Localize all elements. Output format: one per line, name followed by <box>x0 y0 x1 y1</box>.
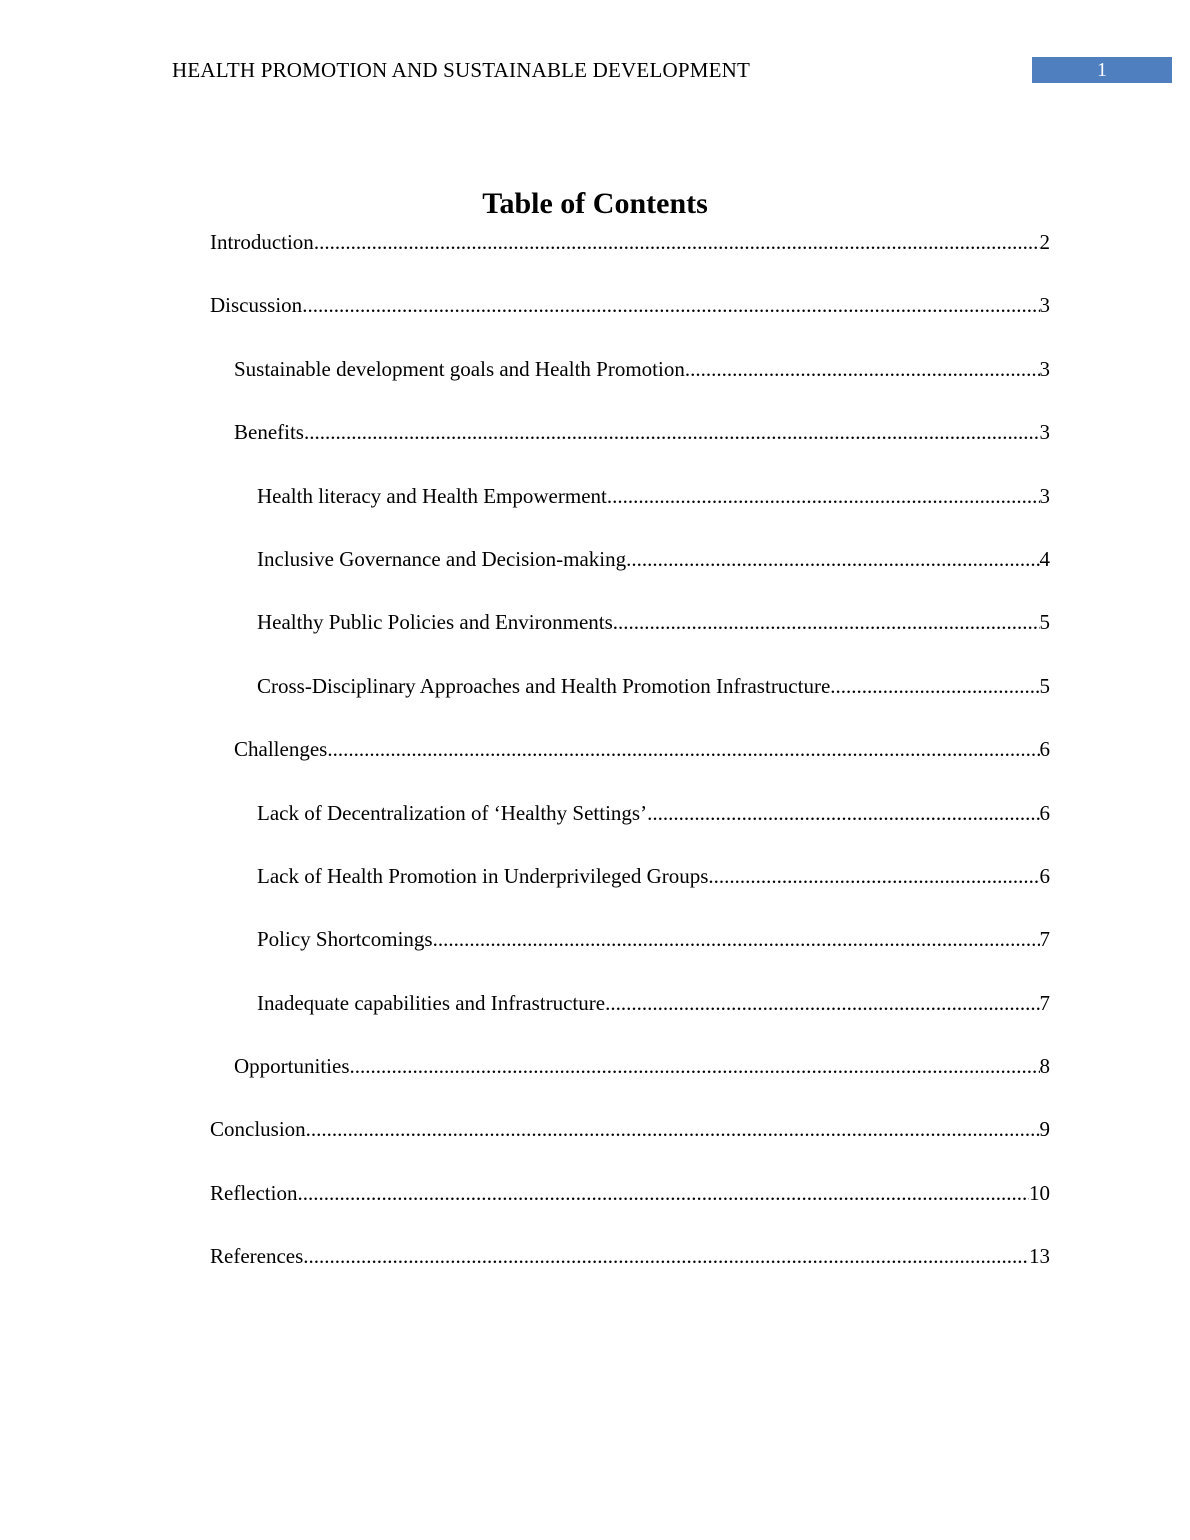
toc-dot-leader <box>302 290 1039 320</box>
toc-dot-leader <box>647 798 1039 828</box>
toc-entry[interactable] <box>210 1114 1050 1177</box>
toc-entry-page: 7 <box>1039 927 1050 952</box>
toc-entry-page: 7 <box>1039 990 1050 1015</box>
toc-dot-leader <box>613 607 1040 637</box>
toc-entry[interactable] <box>210 1241 1050 1304</box>
toc-entry[interactable] <box>210 544 1050 607</box>
toc-entry-page: 9 <box>1039 1117 1050 1142</box>
toc-entry[interactable] <box>210 417 1050 480</box>
toc-list <box>210 227 1050 1305</box>
toc-entry[interactable] <box>210 988 1050 1051</box>
toc-entry-page: 3 <box>1039 483 1050 508</box>
toc-entry-text: Healthy Public Policies and Environments <box>257 610 613 635</box>
toc-dot-leader <box>605 988 1039 1018</box>
toc-entry-text: Introduction <box>210 230 314 254</box>
toc-entry[interactable] <box>210 607 1050 670</box>
toc-dot-leader <box>303 1241 1029 1271</box>
toc-dot-leader <box>350 1051 1040 1081</box>
toc-entry-text: References <box>210 1244 304 1269</box>
toc-dot-leader <box>297 1178 1029 1208</box>
toc-entry-page: 5 <box>1039 673 1050 698</box>
toc-entry-text: Challenges <box>234 737 328 762</box>
toc-dot-leader <box>626 544 1039 574</box>
toc-entry[interactable] <box>210 354 1050 417</box>
toc-entry-page: 2 <box>1039 230 1050 254</box>
page-number-badge: 1 <box>1032 57 1172 83</box>
toc-entry-text: Health literacy and Health Empowerment <box>257 483 607 508</box>
toc-entry[interactable] <box>210 924 1050 987</box>
toc-entry-text: Inclusive Governance and Decision-making <box>257 546 627 571</box>
toc-entry[interactable] <box>210 481 1050 544</box>
toc-entry-text: Inadequate capabilities and Infrastructure <box>257 990 606 1015</box>
toc-dot-leader <box>685 354 1040 384</box>
toc-entry[interactable] <box>210 1051 1050 1114</box>
toc-dot-leader <box>306 1114 1040 1144</box>
toc-entry-page: 6 <box>1039 863 1050 888</box>
toc-entry-page: 3 <box>1039 356 1050 381</box>
toc-entry-text: Benefits <box>234 420 304 445</box>
toc-entry-text: Opportunities <box>234 1054 350 1079</box>
toc-entry-text: Sustainable development goals and Health Promotion <box>234 356 685 381</box>
toc-entry-page: 5 <box>1039 610 1050 635</box>
toc-dot-leader <box>327 734 1039 764</box>
toc-dot-leader <box>830 671 1039 701</box>
toc-entry-text: Conclusion <box>210 1117 306 1142</box>
toc-dot-leader <box>708 861 1039 891</box>
toc-entry-page: 3 <box>1039 293 1050 318</box>
running-header-title: HEALTH PROMOTION AND SUSTAINABLE DEVELOPMENT <box>172 58 751 82</box>
toc-dot-leader <box>433 924 1040 954</box>
toc-entry-page: 13 <box>1029 1244 1050 1269</box>
toc-entry[interactable] <box>210 1178 1050 1241</box>
toc-entry-page: 4 <box>1039 546 1050 571</box>
toc-entry[interactable] <box>210 734 1050 797</box>
toc-dot-leader <box>304 417 1040 447</box>
toc-entry-page: 3 <box>1039 420 1050 445</box>
toc-dot-leader <box>607 481 1040 511</box>
toc-entry-page: 6 <box>1039 737 1050 762</box>
toc-entry-text: Cross-Disciplinary Approaches and Health Promotion Infrastructure <box>257 673 831 698</box>
toc-entry[interactable] <box>210 290 1050 353</box>
toc-entry-page: 8 <box>1039 1054 1050 1079</box>
toc-entry[interactable] <box>210 227 1050 290</box>
toc-title: Table of Contents <box>482 187 708 220</box>
toc-entry-text: Lack of Decentralization of ‘Healthy Settings’ <box>257 800 648 825</box>
toc-entry-text: Lack of Health Promotion in Underprivileged Groups <box>257 863 709 888</box>
toc-entry[interactable] <box>210 671 1050 734</box>
toc-entry[interactable] <box>210 861 1050 924</box>
toc-entry[interactable] <box>210 798 1050 861</box>
toc-entry-page: 6 <box>1039 800 1050 825</box>
toc-entry-text: Discussion <box>210 293 303 318</box>
toc-dot-leader <box>314 227 1040 257</box>
toc-entry-page: 10 <box>1029 1180 1050 1205</box>
toc-entry-text: Policy Shortcomings <box>257 927 433 952</box>
toc-entry-text: Reflection <box>210 1180 298 1205</box>
